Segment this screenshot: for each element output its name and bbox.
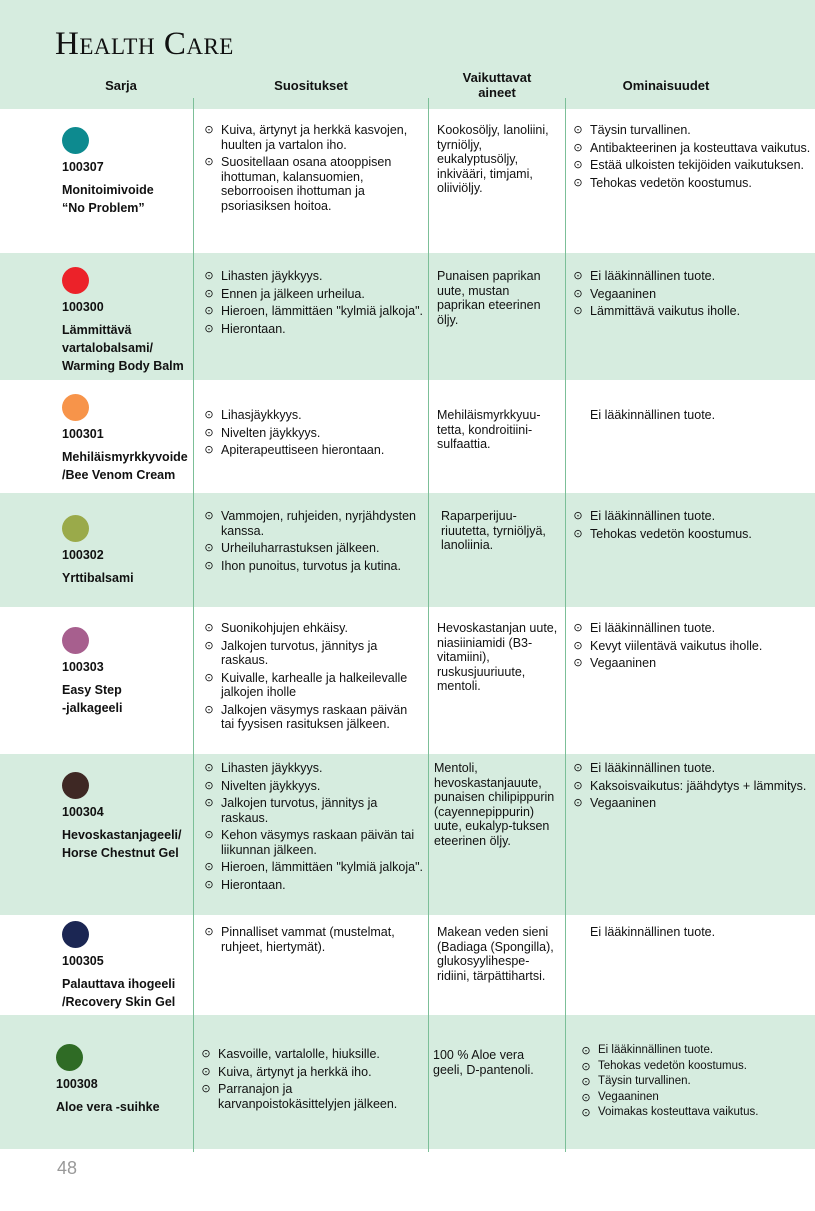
circle-dot-icon: ⊙ bbox=[204, 305, 214, 317]
circle-dot-icon: ⊙ bbox=[204, 829, 214, 841]
circle-dot-icon: ⊙ bbox=[581, 1045, 591, 1057]
circle-dot-icon: ⊙ bbox=[201, 1083, 211, 1095]
features-cell bbox=[572, 269, 812, 322]
product-code: 100301 bbox=[62, 427, 104, 441]
series-cell bbox=[62, 772, 197, 862]
list-item bbox=[572, 141, 812, 156]
color-swatch-icon bbox=[62, 127, 89, 154]
list-item bbox=[580, 1106, 815, 1119]
list-item bbox=[572, 656, 812, 671]
list-item bbox=[572, 527, 812, 542]
circle-dot-icon: ⊙ bbox=[204, 287, 214, 300]
list-item-text: Hieroen, lämmittäen "kylmiä jalkoja". bbox=[221, 860, 424, 874]
circle-dot-icon: ⊙ bbox=[204, 542, 214, 554]
product-name-line: Warming Body Balm bbox=[62, 358, 184, 373]
list-item bbox=[203, 621, 423, 636]
circle-dot-icon: ⊙ bbox=[581, 1076, 591, 1088]
list-item-text: Vegaaninen bbox=[590, 796, 657, 810]
recommendations-cell bbox=[203, 269, 423, 339]
recommendations-cell bbox=[203, 621, 423, 735]
list-item bbox=[203, 509, 423, 538]
ingredients-cell: Raparperijuu-riuutetta, tyrniöljyä, lanoliinia. bbox=[441, 509, 546, 552]
list-item-text: Lihasten jäykkyys. bbox=[221, 761, 323, 775]
product-name bbox=[62, 826, 197, 862]
list-item-text: Ei lääkinnällinen tuote. bbox=[590, 621, 716, 635]
circle-dot-icon: ⊙ bbox=[204, 703, 214, 716]
page-title: Health Care bbox=[55, 26, 234, 62]
list-item bbox=[203, 304, 423, 319]
column-divider bbox=[428, 98, 429, 1152]
features-cell bbox=[572, 509, 812, 544]
list-item bbox=[580, 1044, 815, 1057]
circle-dot-icon: ⊙ bbox=[204, 639, 214, 652]
product-code: 100307 bbox=[62, 160, 104, 174]
list-item-text: Kuivalle, karhealle ja halkeilevalle jalkojen iholle bbox=[221, 670, 408, 699]
circle-dot-icon: ⊙ bbox=[201, 1048, 211, 1060]
product-name-line: Mehiläismyrkkyvoide bbox=[62, 449, 188, 464]
color-swatch-icon bbox=[62, 627, 89, 654]
product-name-line: Yrttibalsami bbox=[62, 570, 134, 585]
list-item-text: Tehokas vedetön koostumus. bbox=[590, 526, 752, 541]
product-code: 100303 bbox=[62, 660, 104, 674]
list-item bbox=[572, 761, 812, 776]
ingredients-cell: 100 % Aloe vera geeli, D-pantenoli. bbox=[433, 1048, 534, 1077]
list-item-text: Kevyt viilentävä vaikutus iholle. bbox=[590, 638, 763, 653]
column-header-ominaisuudet: Ominaisuudet bbox=[622, 78, 710, 93]
list-item bbox=[572, 287, 812, 302]
circle-dot-icon: ⊙ bbox=[204, 270, 214, 282]
circle-dot-icon: ⊙ bbox=[204, 156, 214, 168]
list-item bbox=[200, 1082, 420, 1111]
product-name-line: Aloe vera -suihke bbox=[56, 1099, 160, 1114]
list-item-text: Suositellaan osana atooppisen ihottuman, kalansuomien, seborrooisen ihottuman ja psoriasiksen hoitoa. bbox=[221, 155, 392, 213]
features-cell bbox=[572, 761, 812, 814]
list-item bbox=[203, 426, 423, 441]
circle-dot-icon: ⊙ bbox=[573, 762, 583, 774]
list-item-text: Vegaaninen bbox=[598, 1090, 659, 1103]
ingredients-cell: Kookosöljy, lanoliini, tyrniöljy, eukalyptusöljy, inkivääri, timjami, oliiviöljy. bbox=[437, 123, 549, 195]
circle-dot-icon: ⊙ bbox=[204, 762, 214, 774]
list-item bbox=[200, 1047, 420, 1062]
series-cell bbox=[62, 267, 197, 375]
ingredients-cell: Mentoli, hevoskastanjauute, punaisen chilipippurin (cayennepippurin) uute, eukalyp-tuksen eteerinen öljy. bbox=[434, 761, 555, 848]
list-item-text: Pinnalliset vammat (mustelmat, ruhjeet, hiertymät). bbox=[221, 925, 395, 954]
circle-dot-icon: ⊙ bbox=[573, 124, 583, 136]
circle-dot-icon: ⊙ bbox=[573, 176, 583, 189]
list-item-text: Estää ulkoisten tekijöiden vaikutuksen. bbox=[590, 158, 805, 172]
circle-dot-icon: ⊙ bbox=[201, 1065, 211, 1078]
features-cell bbox=[572, 123, 812, 193]
series-cell bbox=[62, 921, 197, 1011]
product-name-line: Lämmittävä bbox=[62, 322, 132, 337]
column-header-vaikuttavat-line1: Vaikuttavat bbox=[462, 70, 532, 85]
circle-dot-icon: ⊙ bbox=[204, 878, 214, 891]
product-name-line: vartalobalsami/ bbox=[62, 340, 154, 355]
column-divider bbox=[193, 98, 194, 1152]
column-header-suositukset: Suositukset bbox=[274, 78, 348, 93]
circle-dot-icon: ⊙ bbox=[204, 426, 214, 439]
list-item bbox=[203, 860, 423, 875]
list-item bbox=[203, 828, 423, 857]
list-item bbox=[203, 559, 423, 574]
list-item-text: Täysin turvallinen. bbox=[598, 1075, 691, 1087]
list-item-text: Tehokas vedetön koostumus. bbox=[590, 175, 752, 190]
list-item bbox=[203, 878, 423, 893]
list-item-text: Ei lääkinnällinen tuote. bbox=[598, 1044, 714, 1056]
list-item-text: Suonikohjujen ehkäisy. bbox=[221, 621, 348, 635]
column-header-sarja: Sarja bbox=[105, 78, 137, 93]
list-item bbox=[572, 779, 812, 794]
list-item bbox=[203, 703, 423, 732]
list-item bbox=[572, 621, 812, 636]
list-item bbox=[200, 1065, 420, 1080]
circle-dot-icon: ⊙ bbox=[204, 322, 214, 335]
circle-dot-icon: ⊙ bbox=[204, 559, 214, 572]
list-item bbox=[203, 287, 423, 302]
list-item bbox=[203, 796, 423, 825]
list-item-text: Vammojen, ruhjeiden, nyrjähdysten kanssa. bbox=[221, 509, 417, 538]
circle-dot-icon: ⊙ bbox=[581, 1060, 591, 1073]
product-name-line: /Bee Venom Cream bbox=[62, 467, 176, 482]
circle-dot-icon: ⊙ bbox=[204, 671, 214, 684]
list-item-text: Ei lääkinnällinen tuote. bbox=[590, 269, 716, 283]
circle-dot-icon: ⊙ bbox=[573, 510, 583, 522]
list-item-text: Jalkojen väsymys raskaan päivän tai fyysisen rasituksen jälkeen. bbox=[221, 702, 408, 731]
ingredients-cell: Hevoskastanjan uute, niasiiniamidi (B3-vitamiini), ruskusjuuriuute, mentoli. bbox=[437, 621, 558, 693]
circle-dot-icon: ⊙ bbox=[204, 510, 214, 522]
list-item-text: Kaksoisvaikutus: jäähdytys + lämmitys. bbox=[590, 778, 807, 793]
recommendations-cell bbox=[203, 761, 423, 895]
series-cell bbox=[62, 394, 197, 484]
circle-dot-icon: ⊙ bbox=[581, 1107, 591, 1119]
list-item bbox=[203, 155, 423, 213]
list-item bbox=[203, 925, 423, 954]
circle-dot-icon: ⊙ bbox=[204, 797, 214, 809]
table-row bbox=[0, 493, 815, 607]
circle-dot-icon: ⊙ bbox=[204, 622, 214, 634]
ingredients-cell: Punaisen paprikan uute, mustan paprikan eteerinen öljy. bbox=[437, 269, 541, 327]
recommendations-cell bbox=[203, 123, 423, 216]
list-item bbox=[572, 509, 812, 524]
list-item bbox=[572, 796, 812, 811]
list-item-text: Kuiva, ärtynyt ja herkkä kasvojen, huulten ja vartalon iho. bbox=[221, 123, 408, 152]
circle-dot-icon: ⊙ bbox=[204, 124, 214, 136]
list-item-text: Ennen ja jälkeen urheilua. bbox=[221, 286, 365, 301]
list-item bbox=[580, 1091, 815, 1104]
circle-dot-icon: ⊙ bbox=[573, 287, 583, 300]
product-name bbox=[62, 569, 197, 587]
product-code: 100305 bbox=[62, 954, 104, 968]
list-item-text: Ei lääkinnällinen tuote. bbox=[590, 509, 716, 523]
circle-dot-icon: ⊙ bbox=[573, 270, 583, 282]
list-item-text: Nivelten jäykkyys. bbox=[221, 778, 321, 793]
column-header-vaikuttavat bbox=[429, 70, 565, 100]
list-item-text: Lihasten jäykkyys. bbox=[221, 269, 323, 283]
list-item bbox=[572, 158, 812, 173]
list-item-text: Kasvoille, vartalolle, hiuksille. bbox=[218, 1047, 380, 1061]
color-swatch-icon bbox=[56, 1044, 83, 1071]
product-name-line: Hevoskastanjageeli/ bbox=[62, 827, 182, 842]
recommendations-cell bbox=[203, 408, 423, 461]
list-item bbox=[580, 1075, 815, 1088]
product-name-line: “No Problem” bbox=[62, 200, 145, 215]
features-cell: Ei lääkinnällinen tuote. bbox=[590, 408, 716, 422]
list-item-text: Kehon väsymys raskaan päivän tai liikunnan jälkeen. bbox=[221, 828, 415, 857]
list-item-text: Hieroen, lämmittäen "kylmiä jalkoja". bbox=[221, 304, 424, 318]
product-code: 100302 bbox=[62, 548, 104, 562]
list-item-text: Ei lääkinnällinen tuote. bbox=[590, 761, 716, 775]
list-item-text: Urheiluharrastuksen jälkeen. bbox=[221, 541, 380, 555]
color-swatch-icon bbox=[62, 394, 89, 421]
list-item-text: Ihon punoitus, turvotus ja kutina. bbox=[221, 558, 401, 573]
product-name bbox=[62, 181, 197, 217]
list-item-text: Tehokas vedetön koostumus. bbox=[598, 1059, 747, 1072]
list-item-text: Nivelten jäykkyys. bbox=[221, 425, 321, 440]
product-name bbox=[56, 1098, 191, 1116]
features-cell bbox=[572, 621, 812, 674]
list-item-text: Jalkojen turvotus, jännitys ja raskaus. bbox=[221, 796, 378, 825]
list-item bbox=[580, 1060, 815, 1073]
features-cell: Ei lääkinnällinen tuote. bbox=[590, 925, 716, 939]
circle-dot-icon: ⊙ bbox=[204, 779, 214, 792]
product-name-line: Palauttava ihogeeli bbox=[62, 976, 176, 991]
table-row bbox=[0, 754, 815, 915]
product-name bbox=[62, 975, 197, 1011]
list-item-text: Hierontaan. bbox=[221, 877, 286, 892]
table-row bbox=[0, 607, 815, 754]
product-name bbox=[62, 681, 197, 717]
product-name-line: -jalkageeli bbox=[62, 700, 123, 715]
recommendations-cell bbox=[203, 925, 423, 957]
product-code: 100300 bbox=[62, 300, 104, 314]
circle-dot-icon: ⊙ bbox=[573, 159, 583, 171]
list-item bbox=[203, 639, 423, 668]
circle-dot-icon: ⊙ bbox=[573, 797, 583, 809]
color-swatch-icon bbox=[62, 515, 89, 542]
circle-dot-icon: ⊙ bbox=[573, 639, 583, 652]
series-cell bbox=[56, 1044, 191, 1116]
page-number: 48 bbox=[57, 1158, 78, 1178]
list-item bbox=[203, 123, 423, 152]
list-item-text: Kuiva, ärtynyt ja herkkä iho. bbox=[218, 1064, 372, 1079]
series-cell bbox=[62, 627, 197, 717]
list-item bbox=[203, 269, 423, 284]
list-item-text: Jalkojen turvotus, jännitys ja raskaus. bbox=[221, 638, 378, 667]
series-cell bbox=[62, 127, 197, 217]
color-swatch-icon bbox=[62, 921, 89, 948]
list-item bbox=[203, 541, 423, 556]
recommendations-cell bbox=[200, 1047, 420, 1114]
ingredients-cell: Makean veden sieni (Badiaga (Spongilla), glukosyylihespe-ridiini, tärpättihartsi. bbox=[437, 925, 554, 983]
list-item bbox=[203, 671, 423, 700]
product-name-line: Easy Step bbox=[62, 682, 122, 697]
list-item-text: Vegaaninen bbox=[590, 286, 657, 301]
circle-dot-icon: ⊙ bbox=[573, 657, 583, 669]
circle-dot-icon: ⊙ bbox=[573, 141, 583, 154]
product-name bbox=[62, 448, 197, 484]
list-item bbox=[572, 123, 812, 138]
list-item bbox=[203, 779, 423, 794]
circle-dot-icon: ⊙ bbox=[573, 527, 583, 540]
list-item-text: Voimakas kosteuttava vaikutus. bbox=[598, 1106, 759, 1118]
list-item bbox=[572, 304, 812, 319]
list-item-text: Hierontaan. bbox=[221, 321, 286, 336]
product-table bbox=[0, 109, 815, 1149]
features-cell bbox=[580, 1044, 815, 1122]
list-item bbox=[572, 269, 812, 284]
table-row bbox=[0, 109, 815, 253]
list-item-text: Antibakteerinen ja kosteuttava vaikutus. bbox=[590, 140, 811, 155]
product-name bbox=[62, 321, 197, 375]
circle-dot-icon: ⊙ bbox=[204, 444, 214, 456]
list-item bbox=[572, 176, 812, 191]
list-item-text: Lihasjäykkyys. bbox=[221, 408, 302, 422]
table-row bbox=[0, 380, 815, 493]
table-row bbox=[0, 253, 815, 380]
list-item-text: Parranajon ja karvanpoistokäsittelyjen jälkeen. bbox=[218, 1082, 398, 1111]
list-item-text: Apiterapeuttiseen hierontaan. bbox=[221, 443, 385, 457]
column-header-vaikuttavat-line2: aineet bbox=[478, 85, 516, 100]
list-item bbox=[203, 761, 423, 776]
circle-dot-icon: ⊙ bbox=[573, 779, 583, 792]
circle-dot-icon: ⊙ bbox=[204, 926, 214, 938]
circle-dot-icon: ⊙ bbox=[581, 1091, 591, 1104]
column-divider bbox=[565, 98, 566, 1152]
list-item bbox=[203, 408, 423, 423]
color-swatch-icon bbox=[62, 772, 89, 799]
circle-dot-icon: ⊙ bbox=[204, 409, 214, 421]
circle-dot-icon: ⊙ bbox=[573, 305, 583, 317]
list-item-text: Lämmittävä vaikutus iholle. bbox=[590, 304, 741, 318]
product-code: 100304 bbox=[62, 805, 104, 819]
circle-dot-icon: ⊙ bbox=[204, 861, 214, 873]
list-item bbox=[203, 443, 423, 458]
ingredients-cell: Mehiläismyrkkyuu-tetta, kondroitiini-sulfaattia. bbox=[437, 408, 541, 451]
table-row bbox=[0, 1015, 815, 1149]
product-code: 100308 bbox=[56, 1077, 98, 1091]
list-item bbox=[572, 639, 812, 654]
list-item-text: Täysin turvallinen. bbox=[590, 123, 691, 137]
list-item-text: Vegaaninen bbox=[590, 656, 657, 670]
recommendations-cell bbox=[203, 509, 423, 576]
list-item bbox=[203, 322, 423, 337]
product-name-line: Horse Chestnut Gel bbox=[62, 845, 179, 860]
product-name-line: /Recovery Skin Gel bbox=[62, 994, 176, 1009]
circle-dot-icon: ⊙ bbox=[573, 622, 583, 634]
color-swatch-icon bbox=[62, 267, 89, 294]
series-cell bbox=[62, 515, 197, 587]
table-row bbox=[0, 915, 815, 1015]
product-name-line: Monitoimivoide bbox=[62, 182, 154, 197]
